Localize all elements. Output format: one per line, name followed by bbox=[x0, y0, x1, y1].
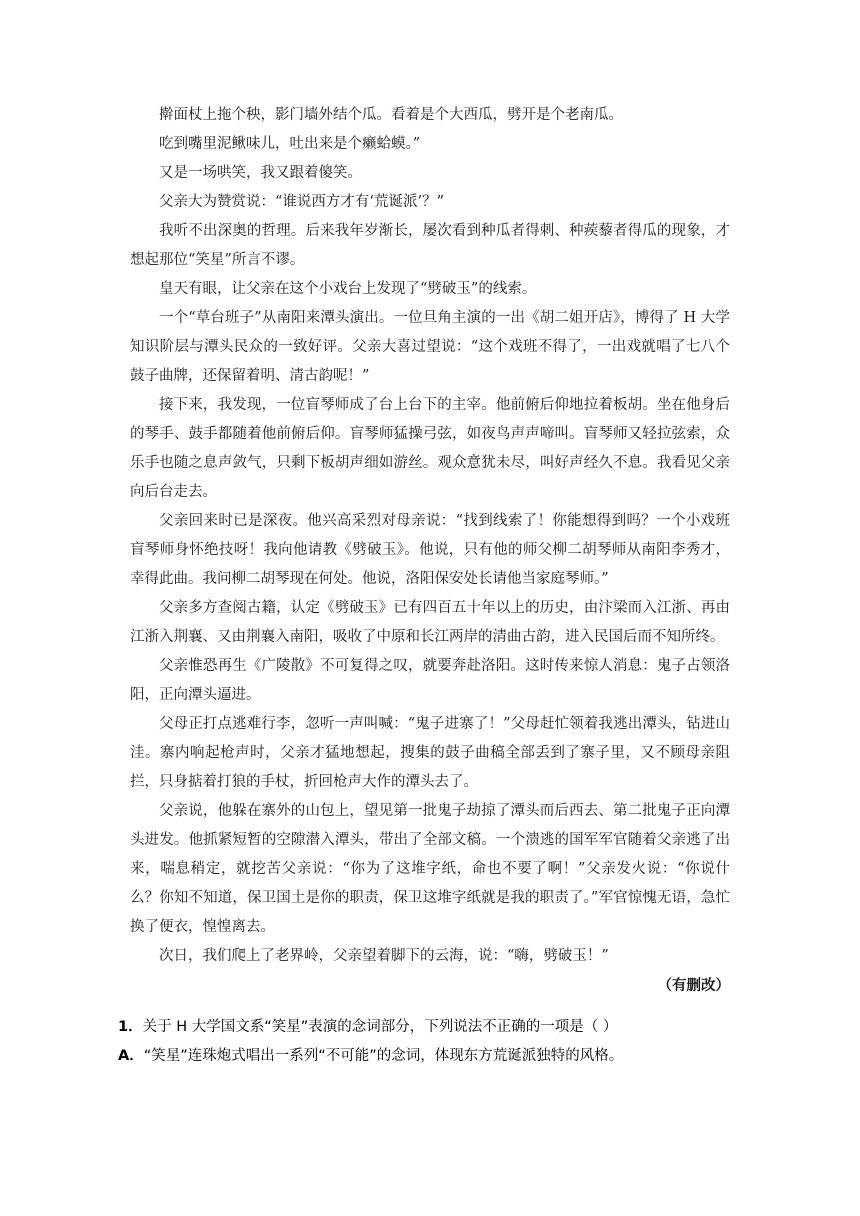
paragraph: 次日，我们爬上了老界岭，父亲望着脚下的云海，说：“嗨，劈破玉！” bbox=[159, 948, 609, 964]
article-body bbox=[130, 101, 730, 1001]
edit-note: （有删改） bbox=[657, 977, 730, 994]
option-a bbox=[118, 1042, 738, 1071]
paragraph: 父亲说，他躲在寨外的山包上，望见第一批鬼子劫掠了潭头而后西去、第二批鬼子正向潭头进发。他抓紧短暂的空隙潜入潭头，带出了全部文稿。一个溃逃的国军军官随着父亲逃了出来，喘息稍定，就挖苦父亲说：“你为了这堆字纸，命也不要了啊！”父亲发火说：“你说什么？你知不知道，保卫国土是你的职责，保卫这堆字纸就是我的职责了。”军官惊愧无语，急忙换了便衣，惶惶离去。 bbox=[130, 803, 730, 935]
question-text: 关于 H 大学国文系“笑星”表演的念词部分，下列说法不正确的一项是（ ） bbox=[142, 1019, 618, 1035]
paragraph: 皇天有眼，让父亲在这个小戏台上发现了“劈破玉”的线索。 bbox=[159, 281, 537, 297]
paragraph: 接下来，我发现，一位盲琴师成了台上台下的主宰。他前俯后仰地拉着板胡。坐在他身后的琴手、鼓手都随着他前俯后仰。盲琴师猛操弓弦，如夜鸟声声啼叫。盲琴师又轻拉弦索，众乐手也随之息声敛气，只剩下板胡声细如游丝。观众意犹未尽，叫好声经久不息。我看见父亲向后台走去。 bbox=[130, 397, 730, 500]
option-a-text: “笑星”连珠炮式唱出一系列“不可能”的念词，体现东方荒诞派独特的风格。 bbox=[143, 1048, 624, 1064]
paragraph: 擀面杖上拖个秧，影门墙外结个瓜。看着是个大西瓜，劈开是个老南瓜。 bbox=[159, 107, 623, 123]
paragraph: 我听不出深奥的哲理。后来我年岁渐长，屡次看到种瓜者得刺、种蒺藜者得瓜的现象，才想起那位“笑星”所言不谬。 bbox=[130, 223, 730, 268]
paragraph: 父亲大为赞赏说：“谁说西方才有‘荒诞派’？” bbox=[159, 194, 445, 210]
question-stem bbox=[118, 1013, 738, 1042]
paragraph: 父亲多方查阅古籍，认定《劈破玉》已有四百五十年以上的历史，由汴梁而入江浙、再由江浙入荆襄、又由荆襄入南阳，吸收了中原和长江两岸的清曲古韵，进入民国后而不知所终。 bbox=[130, 600, 730, 645]
paragraph: 父亲回来时已是深夜。他兴高采烈对母亲说：“找到线索了！你能想得到吗？一个小戏班盲琴师身怀绝技呀！我向他请教《劈破玉》。他说，只有他的师父柳二胡琴师从南阳李秀才，幸得此曲。我问柳二胡琴现在何处。他说，洛阳保安处长请他当家庭琴师。” bbox=[130, 513, 730, 587]
paragraph: 父亲惟恐再生《广陵散》不可复得之叹，就要奔赴洛阳。这时传来惊人消息：鬼子占领洛阳，正向潭头逼进。 bbox=[130, 658, 730, 703]
paragraph: 一个“草台班子”从南阳来潭头演出。一位旦角主演的一出《胡二姐开店》，博得了 H 大学知识阶层与潭头民众的一致好评。父亲大喜过望说：“这个戏班不得了，一出戏就唱了七八个鼓子曲牌，还保留着明、清古韵呢！” bbox=[130, 310, 730, 384]
paragraph: 又是一场哄笑，我又跟着傻笑。 bbox=[159, 165, 362, 181]
option-a-label: A． bbox=[118, 1048, 144, 1064]
paragraph: 父母正打点逃难行李，忽听一声叫喊：“鬼子进寨了！”父母赶忙领着我逃出潭头，钻进山洼。寨内响起枪声时，父亲才猛地想起，搜集的鼓子曲稿全部丢到了寨子里，又不顾母亲阻拦，只身掂着打狼的手杖，折回枪声大作的潭头去了。 bbox=[130, 716, 730, 790]
question-block bbox=[118, 1013, 738, 1071]
question-number: 1． bbox=[118, 1019, 143, 1035]
paragraph: 吃到嘴里泥鳅味儿，吐出来是个癞蛤蟆。” bbox=[159, 136, 421, 152]
